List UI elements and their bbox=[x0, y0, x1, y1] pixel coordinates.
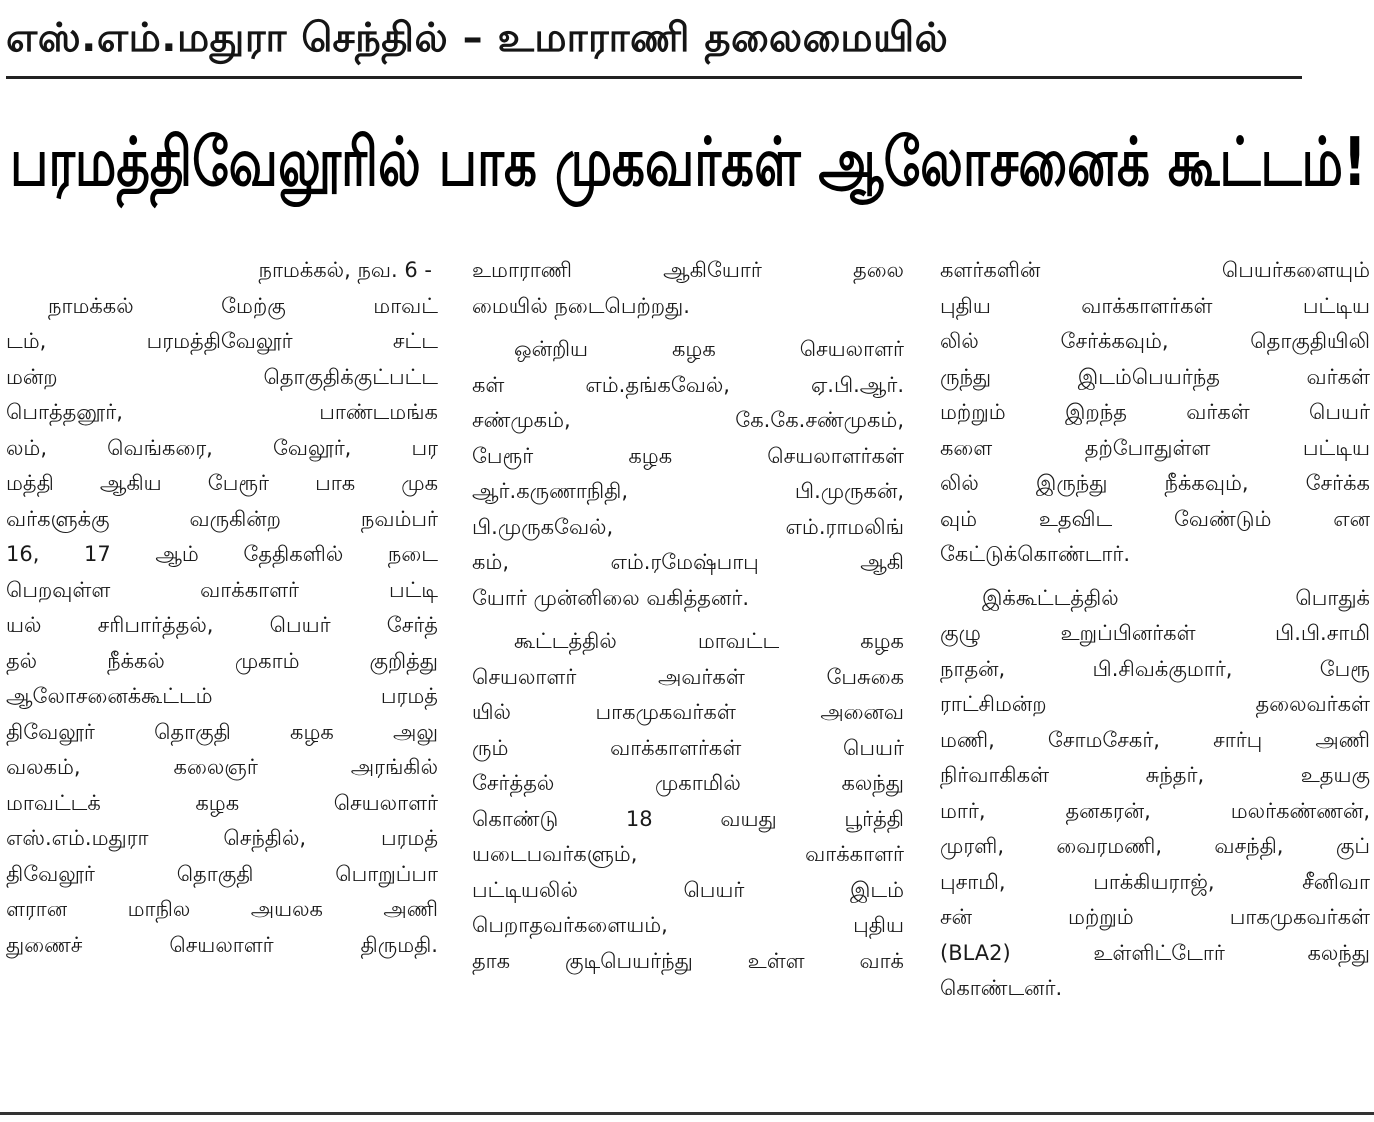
body-line: கொண்டு 18 வயது பூர்த்தி bbox=[472, 806, 904, 831]
body-line: (BLA2) உள்ளிட்டோர் கலந்து bbox=[940, 940, 1370, 965]
body-line: கள் எம்.தங்கவேல், ஏ.பி.ஆர். bbox=[472, 372, 904, 397]
dateline: நாமக்கல், நவ. 6 - bbox=[258, 258, 432, 282]
body-line: புசாமி, பாக்கியராஜ், சீனிவா bbox=[940, 869, 1370, 894]
body-line: செயலாளர் அவர்கள் பேசுகை bbox=[472, 664, 904, 689]
body-line: பெறவுள்ள வாக்காளர் பட்டி bbox=[6, 577, 438, 602]
article-headline: பரமத்திவேலூரில் பாக முகவர்கள் ஆலோசனைக் கூட்டம்! bbox=[10, 124, 1367, 202]
body-line: திவேலூர் தொகுதி பொறுப்பா bbox=[6, 861, 438, 886]
body-line: களர்களின் பெயர்களையும் bbox=[940, 258, 1370, 282]
body-line: கம், எம்.ரமேஷ்பாபு ஆகி bbox=[472, 550, 904, 574]
body-line: மாவட்டக் கழக செயலாளர் bbox=[6, 790, 438, 815]
article-kicker: எஸ்.எம்.மதுரா செந்தில் – உமாராணி தலைமையில் bbox=[6, 15, 949, 61]
body-line: லில் சேர்க்கவும், தொகுதியிலி bbox=[940, 329, 1370, 353]
article-column-3 bbox=[940, 253, 1370, 1007]
body-line: களை தற்போதுள்ள பட்டிய bbox=[940, 435, 1370, 460]
body-line: யோர் முன்னிலை வகித்தனர். bbox=[472, 585, 749, 610]
article-column-2 bbox=[472, 253, 904, 979]
body-line: யல் சரிபார்த்தல், பெயர் சேர்த் bbox=[6, 613, 438, 637]
body-line: நாதன், பி.சிவக்குமார், பேரூ bbox=[940, 656, 1370, 681]
body-line: குழு உறுப்பினர்கள் பி.பி.சாமி bbox=[940, 621, 1370, 645]
body-line: மையில் நடைபெற்றது. bbox=[472, 293, 690, 318]
body-line: ஆலோசனைக்கூட்டம் பரமத் bbox=[6, 684, 438, 708]
kicker-divider bbox=[6, 76, 1302, 79]
body-line: கூட்டத்தில் மாவட்ட கழக bbox=[514, 629, 904, 653]
body-line: துணைச் செயலாளர் திருமதி. bbox=[6, 932, 438, 957]
body-line: மற்றும் இறந்த வர்கள் பெயர் bbox=[940, 400, 1370, 424]
body-line: சேர்த்தல் முகாமில் கலந்து bbox=[472, 771, 904, 795]
body-line: பேரூர் கழக செயலாளர்கள் bbox=[472, 443, 904, 468]
body-line: கொண்டனர். bbox=[940, 976, 1063, 1000]
body-line: யடைபவர்களும், வாக்காளர் bbox=[472, 842, 904, 866]
body-line: இக்கூட்டத்தில் பொதுக் bbox=[982, 585, 1370, 610]
body-line: திவேலூர் தொகுதி கழக அலு bbox=[6, 719, 438, 744]
body-line: மன்ற தொகுதிக்குட்பட்ட bbox=[6, 364, 438, 389]
body-line: பி.முருகவேல், எம்.ராமலிங் bbox=[472, 514, 904, 539]
body-line: மத்தி ஆகிய பேரூர் பாக முக bbox=[6, 471, 438, 495]
body-line: ராட்சிமன்ற தலைவர்கள் bbox=[940, 692, 1370, 716]
body-line: வலகம், கலைஞர் அரங்கில் bbox=[6, 755, 438, 779]
body-line: 16, 17 ஆம் தேதிகளில் நடை bbox=[6, 542, 438, 566]
body-line: வும் உதவிட வேண்டும் என bbox=[940, 506, 1370, 531]
body-line: லில் இருந்து நீக்கவும், சேர்க்க bbox=[940, 471, 1370, 495]
body-line: ஆர்.கருணாநிதி, பி.முருகன், bbox=[472, 479, 904, 503]
bottom-divider bbox=[0, 1112, 1374, 1115]
body-line: மணி, சோமசேகர், சார்பு அணி bbox=[940, 727, 1370, 752]
body-line: கேட்டுக்கொண்டார். bbox=[940, 542, 1131, 566]
body-line: புதிய வாக்காளர்கள் பட்டிய bbox=[940, 293, 1370, 318]
body-line: உமாராணி ஆகியோர் தலை bbox=[472, 258, 904, 282]
body-line: தாக குடிபெயர்ந்து உள்ள வாக் bbox=[472, 948, 904, 973]
body-line: பொத்தனூர், பாண்டமங்க bbox=[6, 400, 438, 424]
body-line: பட்டியலில் பெயர் இடம் bbox=[472, 877, 904, 902]
body-line: வர்களுக்கு வருகின்ற நவம்பர் bbox=[6, 506, 438, 531]
body-line: பெறாதவர்களையம், புதிய bbox=[472, 913, 904, 937]
body-line: யில் பாகமுகவர்கள் அனைவ bbox=[472, 700, 904, 724]
body-line: சண்முகம், கே.கே.சண்முகம், bbox=[472, 408, 904, 432]
body-line: எஸ்.எம்.மதுரா செந்தில், பரமத் bbox=[6, 826, 438, 850]
body-line: ளரான மாநில அயலக அணி bbox=[6, 897, 438, 921]
body-line: லம், வெங்கரை, வேலூர், பர bbox=[6, 435, 438, 460]
body-line: சன் மற்றும் பாகமுகவர்கள் bbox=[940, 905, 1370, 929]
body-line: தல் நீக்கல் முகாம் குறித்து bbox=[6, 648, 438, 673]
article-column-1 bbox=[6, 253, 438, 963]
body-line: மார், தனகரன், மலர்கண்ணன், bbox=[940, 798, 1370, 823]
body-line: ரும் வாக்காளர்கள் பெயர் bbox=[472, 735, 904, 760]
body-line: நிர்வாகிகள் சுந்தர், உதயகு bbox=[940, 763, 1370, 787]
body-line: நாமக்கல் மேற்கு மாவட் bbox=[48, 293, 438, 318]
body-line: ஒன்றிய கழக செயலாளர் bbox=[514, 337, 904, 361]
body-line: ருந்து இடம்பெயர்ந்த வர்கள் bbox=[940, 364, 1370, 389]
body-line: முரளி, வைரமணி, வசந்தி, குப் bbox=[940, 834, 1370, 858]
body-line: டம், பரமத்திவேலூர் சட்ட bbox=[6, 329, 438, 353]
